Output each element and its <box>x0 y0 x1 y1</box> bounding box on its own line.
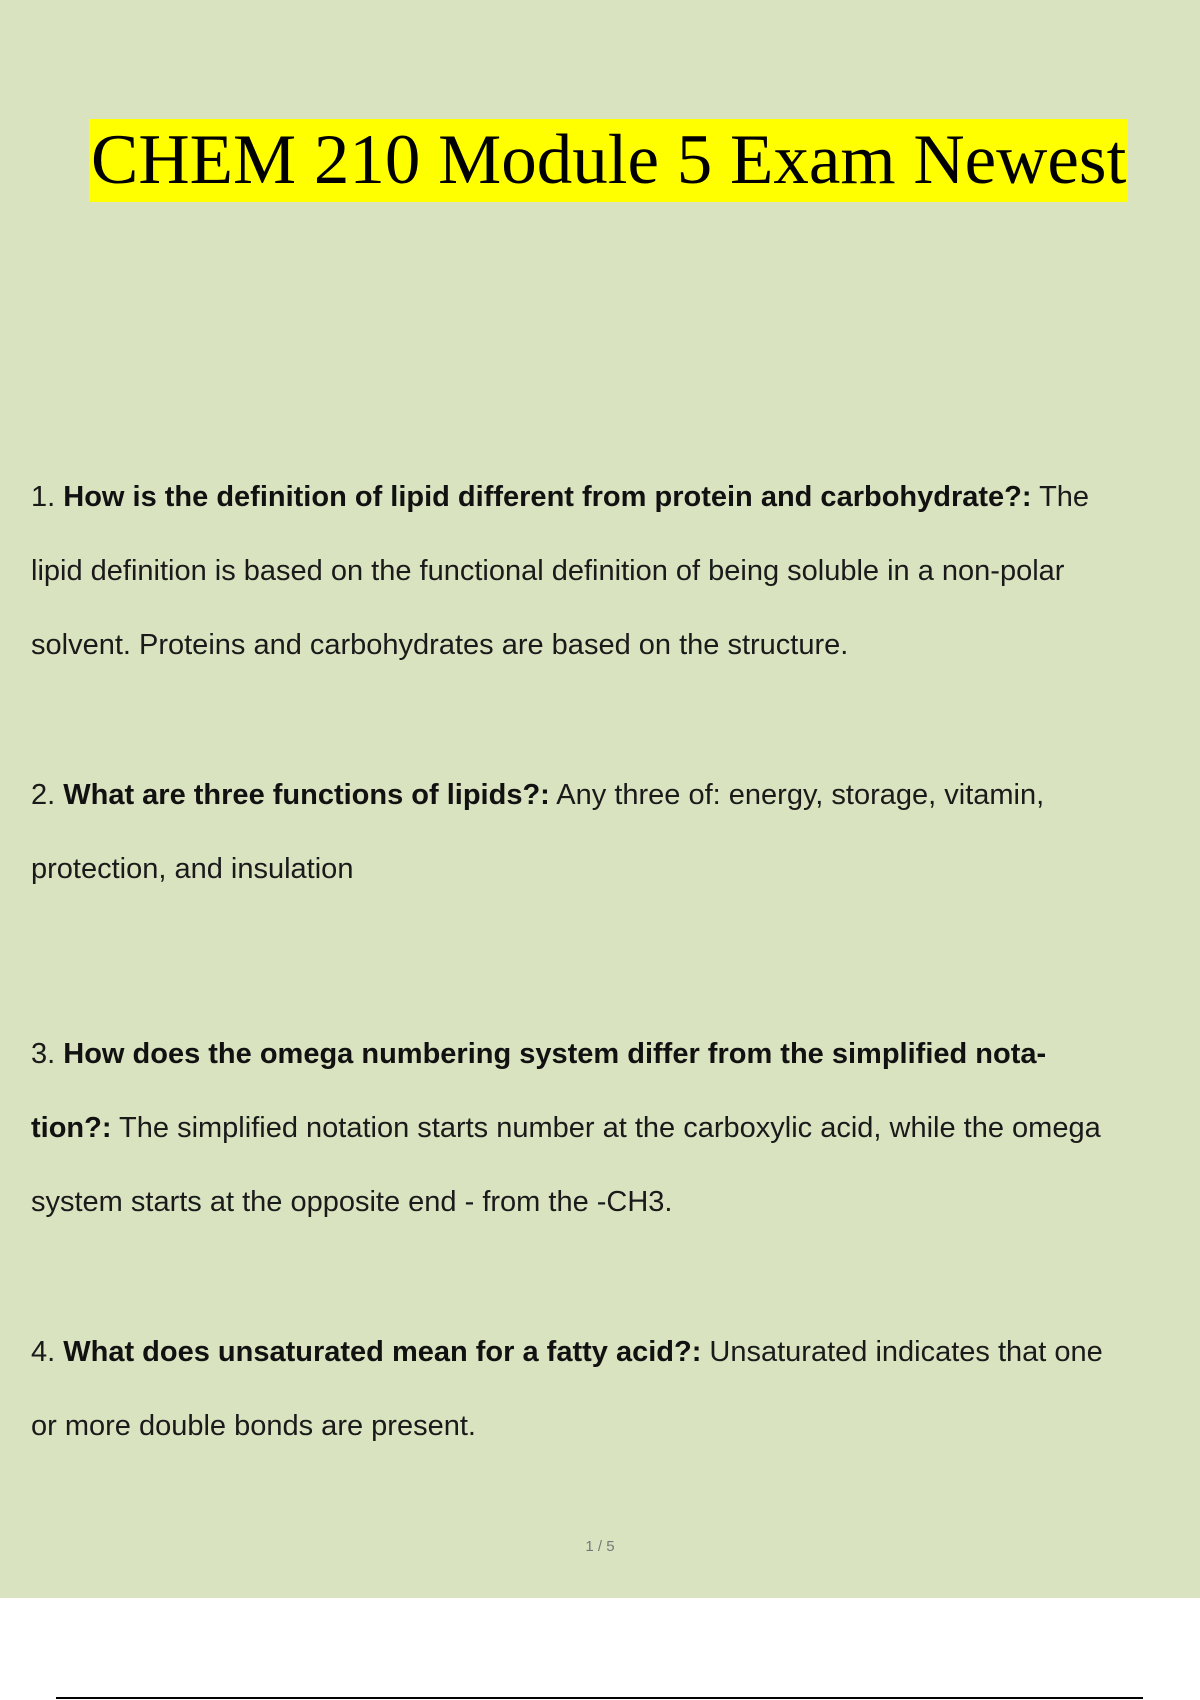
question-text: How is the definition of lipid different from protein and carbohydrate?: <box>63 481 1032 513</box>
answer-line: solvent. Proteins and carbohydrates are based on the structure. <box>31 629 849 661</box>
question-text: What does unsaturated mean for a fatty acid?: <box>63 1336 702 1368</box>
question-number: 4. <box>31 1336 56 1368</box>
answer-line: protection, and insulation <box>31 853 354 885</box>
question-text: tion?: <box>31 1112 112 1144</box>
answer-text: Unsaturated indicates that one <box>701 1336 1103 1368</box>
question-1 <box>31 460 1200 682</box>
question-text: What are three functions of lipids?: <box>63 779 550 811</box>
question-2-line-1 <box>31 758 1200 832</box>
question-number: 2. <box>31 779 56 811</box>
question-text: How does the omega numbering system differ from the simplified nota- <box>63 1038 1047 1070</box>
question-1-line-1 <box>31 460 1200 534</box>
answer-text: Any three of: energy, storage, vitamin, <box>549 779 1045 811</box>
question-number: 3. <box>31 1038 56 1070</box>
question-2 <box>31 758 1200 906</box>
answer-line: lipid definition is based on the functional definition of being soluble in a non-polar <box>31 555 1065 587</box>
question-number: 1. <box>31 481 56 513</box>
question-4 <box>31 1315 1200 1463</box>
answer-line: system starts at the opposite end - from the -CH3. <box>31 1186 673 1218</box>
answer-text: The <box>1031 481 1090 513</box>
question-3-line-1 <box>31 1017 1200 1091</box>
page-divider-line <box>56 1697 1143 1699</box>
answer-text: The simplified notation starts number at the carboxylic acid, while the omega <box>111 1112 1101 1144</box>
question-3 <box>31 1017 1200 1239</box>
page-indicator: 1 / 5 <box>585 1538 615 1555</box>
document-title: CHEM 210 Module 5 Exam Newest <box>89 119 1128 202</box>
answer-line: or more double bonds are present. <box>31 1410 476 1442</box>
question-4-line-1 <box>31 1315 1200 1389</box>
question-3-line-2 <box>31 1091 1200 1165</box>
